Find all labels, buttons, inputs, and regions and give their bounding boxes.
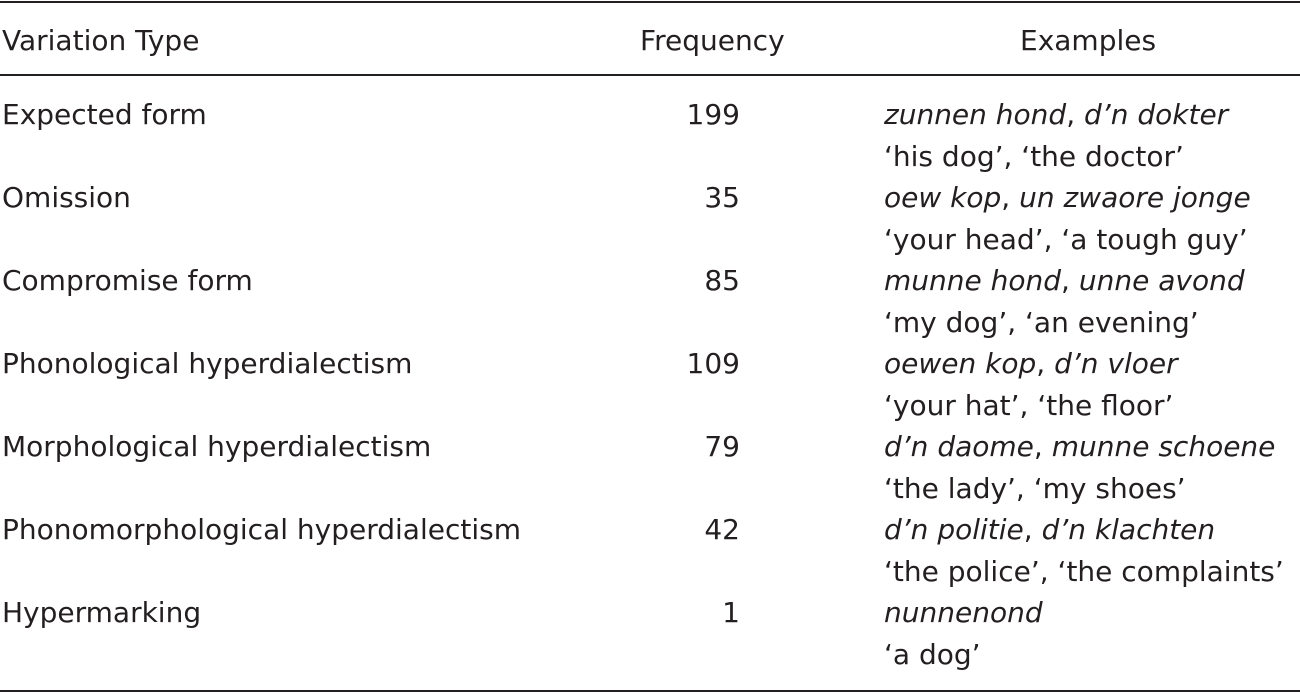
frequency-cell: 35 — [704, 181, 740, 214]
table-header-rule — [0, 74, 1300, 76]
example-gloss: ‘his dog’, ‘the doctor’ — [884, 140, 1184, 173]
table-row — [0, 592, 1300, 676]
example-form: oew kop — [884, 181, 1002, 214]
variation-type-cell: Morphological hyperdialectism — [2, 430, 432, 463]
example-gloss: ‘a dog’ — [884, 638, 981, 671]
variation-type-cell: Hypermarking — [2, 596, 202, 629]
variation-type-cell: Phonomorphological hyperdialectism — [2, 513, 521, 546]
example-form: un zwaore jonge — [1019, 181, 1251, 214]
example-forms — [884, 592, 1043, 634]
variation-type-cell: Phonological hyperdialectism — [2, 347, 413, 380]
example-forms — [884, 94, 1228, 136]
header-examples: Examples — [1020, 24, 1157, 57]
example-form: d’n klachten — [1041, 513, 1216, 546]
frequency-cell: 109 — [686, 347, 740, 380]
example-form: nunnenond — [884, 596, 1043, 629]
example-separator: , — [1061, 264, 1079, 297]
example-form: munne hond — [884, 264, 1062, 297]
table-row — [0, 426, 1300, 510]
table-top-rule — [0, 1, 1300, 3]
example-form: zunnen hond — [884, 98, 1067, 131]
example-form: munne schoene — [1051, 430, 1276, 463]
frequency-cell: 85 — [704, 264, 740, 297]
table-row — [0, 177, 1300, 261]
example-gloss: ‘my dog’, ‘an evening’ — [884, 306, 1199, 339]
example-gloss: ‘the lady’, ‘my shoes’ — [884, 472, 1186, 505]
example-form: oewen kop — [884, 347, 1037, 380]
example-form: unne avond — [1078, 264, 1245, 297]
frequency-cell: 42 — [704, 513, 740, 546]
header-frequency: Frequency — [640, 24, 785, 57]
example-gloss: ‘your hat’, ‘the floor’ — [884, 389, 1174, 422]
frequency-cell: 1 — [722, 596, 740, 629]
example-forms — [884, 426, 1275, 468]
table-bottom-rule — [0, 690, 1300, 692]
example-separator: , — [1001, 181, 1020, 214]
table-row — [0, 509, 1300, 593]
variation-type-cell: Compromise form — [2, 264, 253, 297]
example-separator: , — [1036, 347, 1055, 380]
example-gloss: ‘your head’, ‘a tough guy’ — [884, 223, 1248, 256]
table-row — [0, 94, 1300, 178]
example-separator: , — [1023, 513, 1042, 546]
example-form: d’n politie — [884, 513, 1024, 546]
example-separator: , — [1066, 98, 1085, 131]
variation-type-cell: Omission — [2, 181, 131, 214]
example-forms — [884, 509, 1215, 551]
variation-type-cell: Expected form — [2, 98, 207, 131]
frequency-cell: 79 — [704, 430, 740, 463]
example-forms — [884, 343, 1178, 385]
table-row — [0, 260, 1300, 344]
example-separator: , — [1033, 430, 1052, 463]
example-form: d’n vloer — [1054, 347, 1178, 380]
example-gloss: ‘the police’, ‘the complaints’ — [884, 555, 1284, 588]
table-row — [0, 343, 1300, 427]
example-forms — [884, 260, 1245, 302]
frequency-cell: 199 — [686, 98, 740, 131]
example-forms — [884, 177, 1251, 219]
example-form: d’n dokter — [1084, 98, 1229, 131]
header-variation-type: Variation Type — [2, 24, 200, 57]
example-form: d’n daome — [884, 430, 1034, 463]
